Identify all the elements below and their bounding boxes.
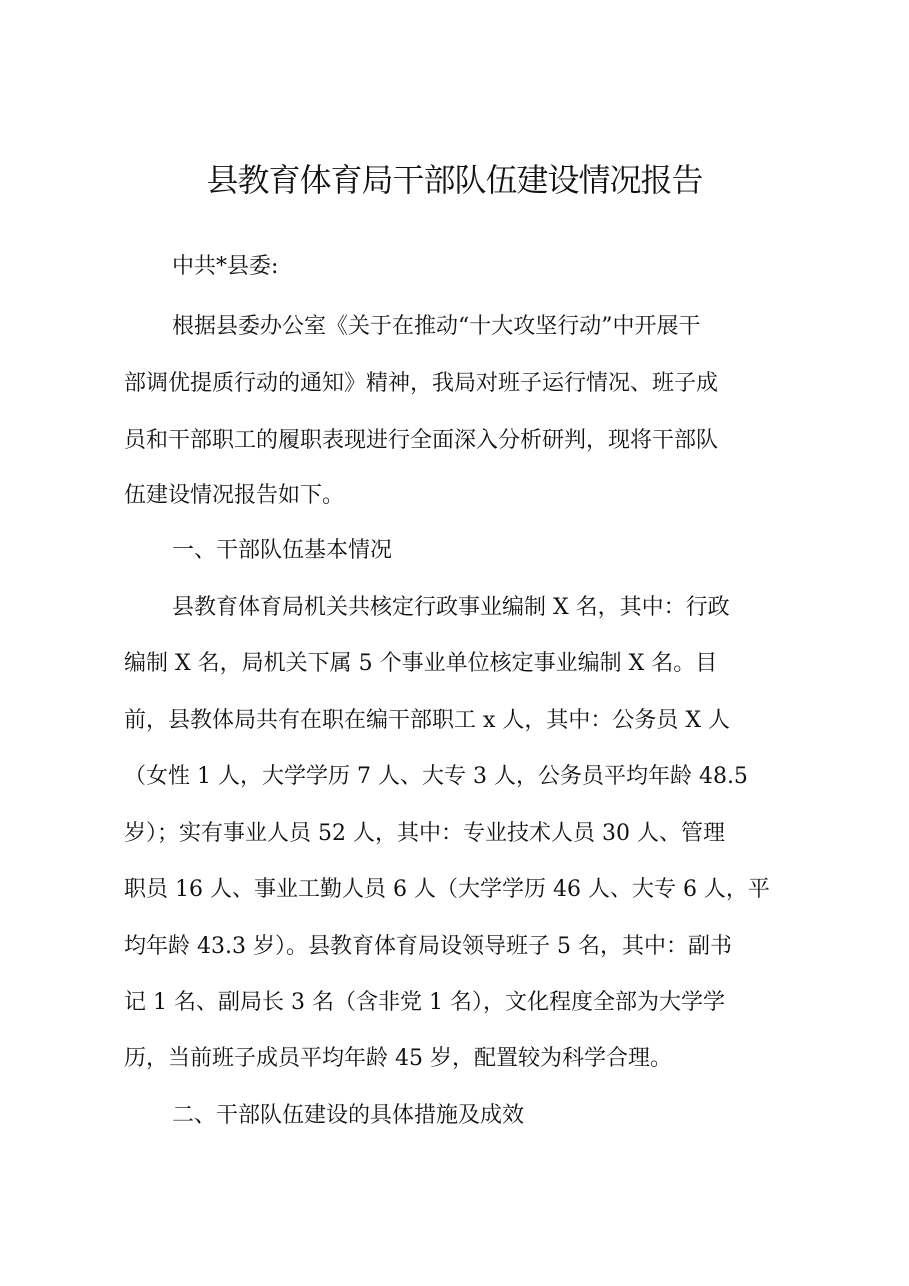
document-title: 县教育体育局干部队伍建设情况报告 (206, 161, 703, 199)
body-line: 前，县教体局共有在职在编干部职工 x 人，其中：公务员 X 人 (124, 708, 731, 733)
section-heading-1: 一、干部队伍基本情况 (172, 538, 393, 563)
section-heading-2: 二、干部队伍建设的具体措施及成效 (172, 1103, 525, 1128)
intro-line: 员和干部职工的履职表现进行全面深入分析研判，现将干部队 (124, 428, 719, 453)
intro-line: 伍建设情况报告如下。 (124, 483, 345, 508)
body-line: 历，当前班子成员平均年龄 45 岁，配置较为科学合理。 (124, 1046, 672, 1071)
body-line: （女性 1 人，大学学历 7 人、大专 3 人，公务员平均年龄 48.5 (124, 764, 748, 789)
body-line: 均年龄 43.3 岁）。县教育体育局设领导班子 5 名，其中：副书 (124, 934, 732, 959)
body-line: 县教育体育局机关共核定行政事业编制 X 名，其中：行政 (172, 595, 730, 620)
intro-line: 部调优提质行动的通知》精神，我局对班子运行情况、班子成 (124, 371, 719, 396)
body-line: 岁）；实有事业人员 52 人，其中：专业技术人员 30 人、管理 (124, 821, 725, 846)
intro-line: 根据县委办公室《关于在推动“十大攻坚行动”中开展干 (172, 314, 701, 339)
body-line: 记 1 名、副局长 3 名（含非党 1 名），文化程度全部为大学学 (124, 990, 725, 1015)
body-line: 职员 16 人、事业工勤人员 6 人（大学学历 46 人、大专 6 人，平 (124, 877, 770, 902)
salutation: 中共*县委: (172, 254, 279, 279)
body-line: 编制 X 名，局机关下属 5 个事业单位核定事业编制 X 名。目 (124, 651, 718, 676)
